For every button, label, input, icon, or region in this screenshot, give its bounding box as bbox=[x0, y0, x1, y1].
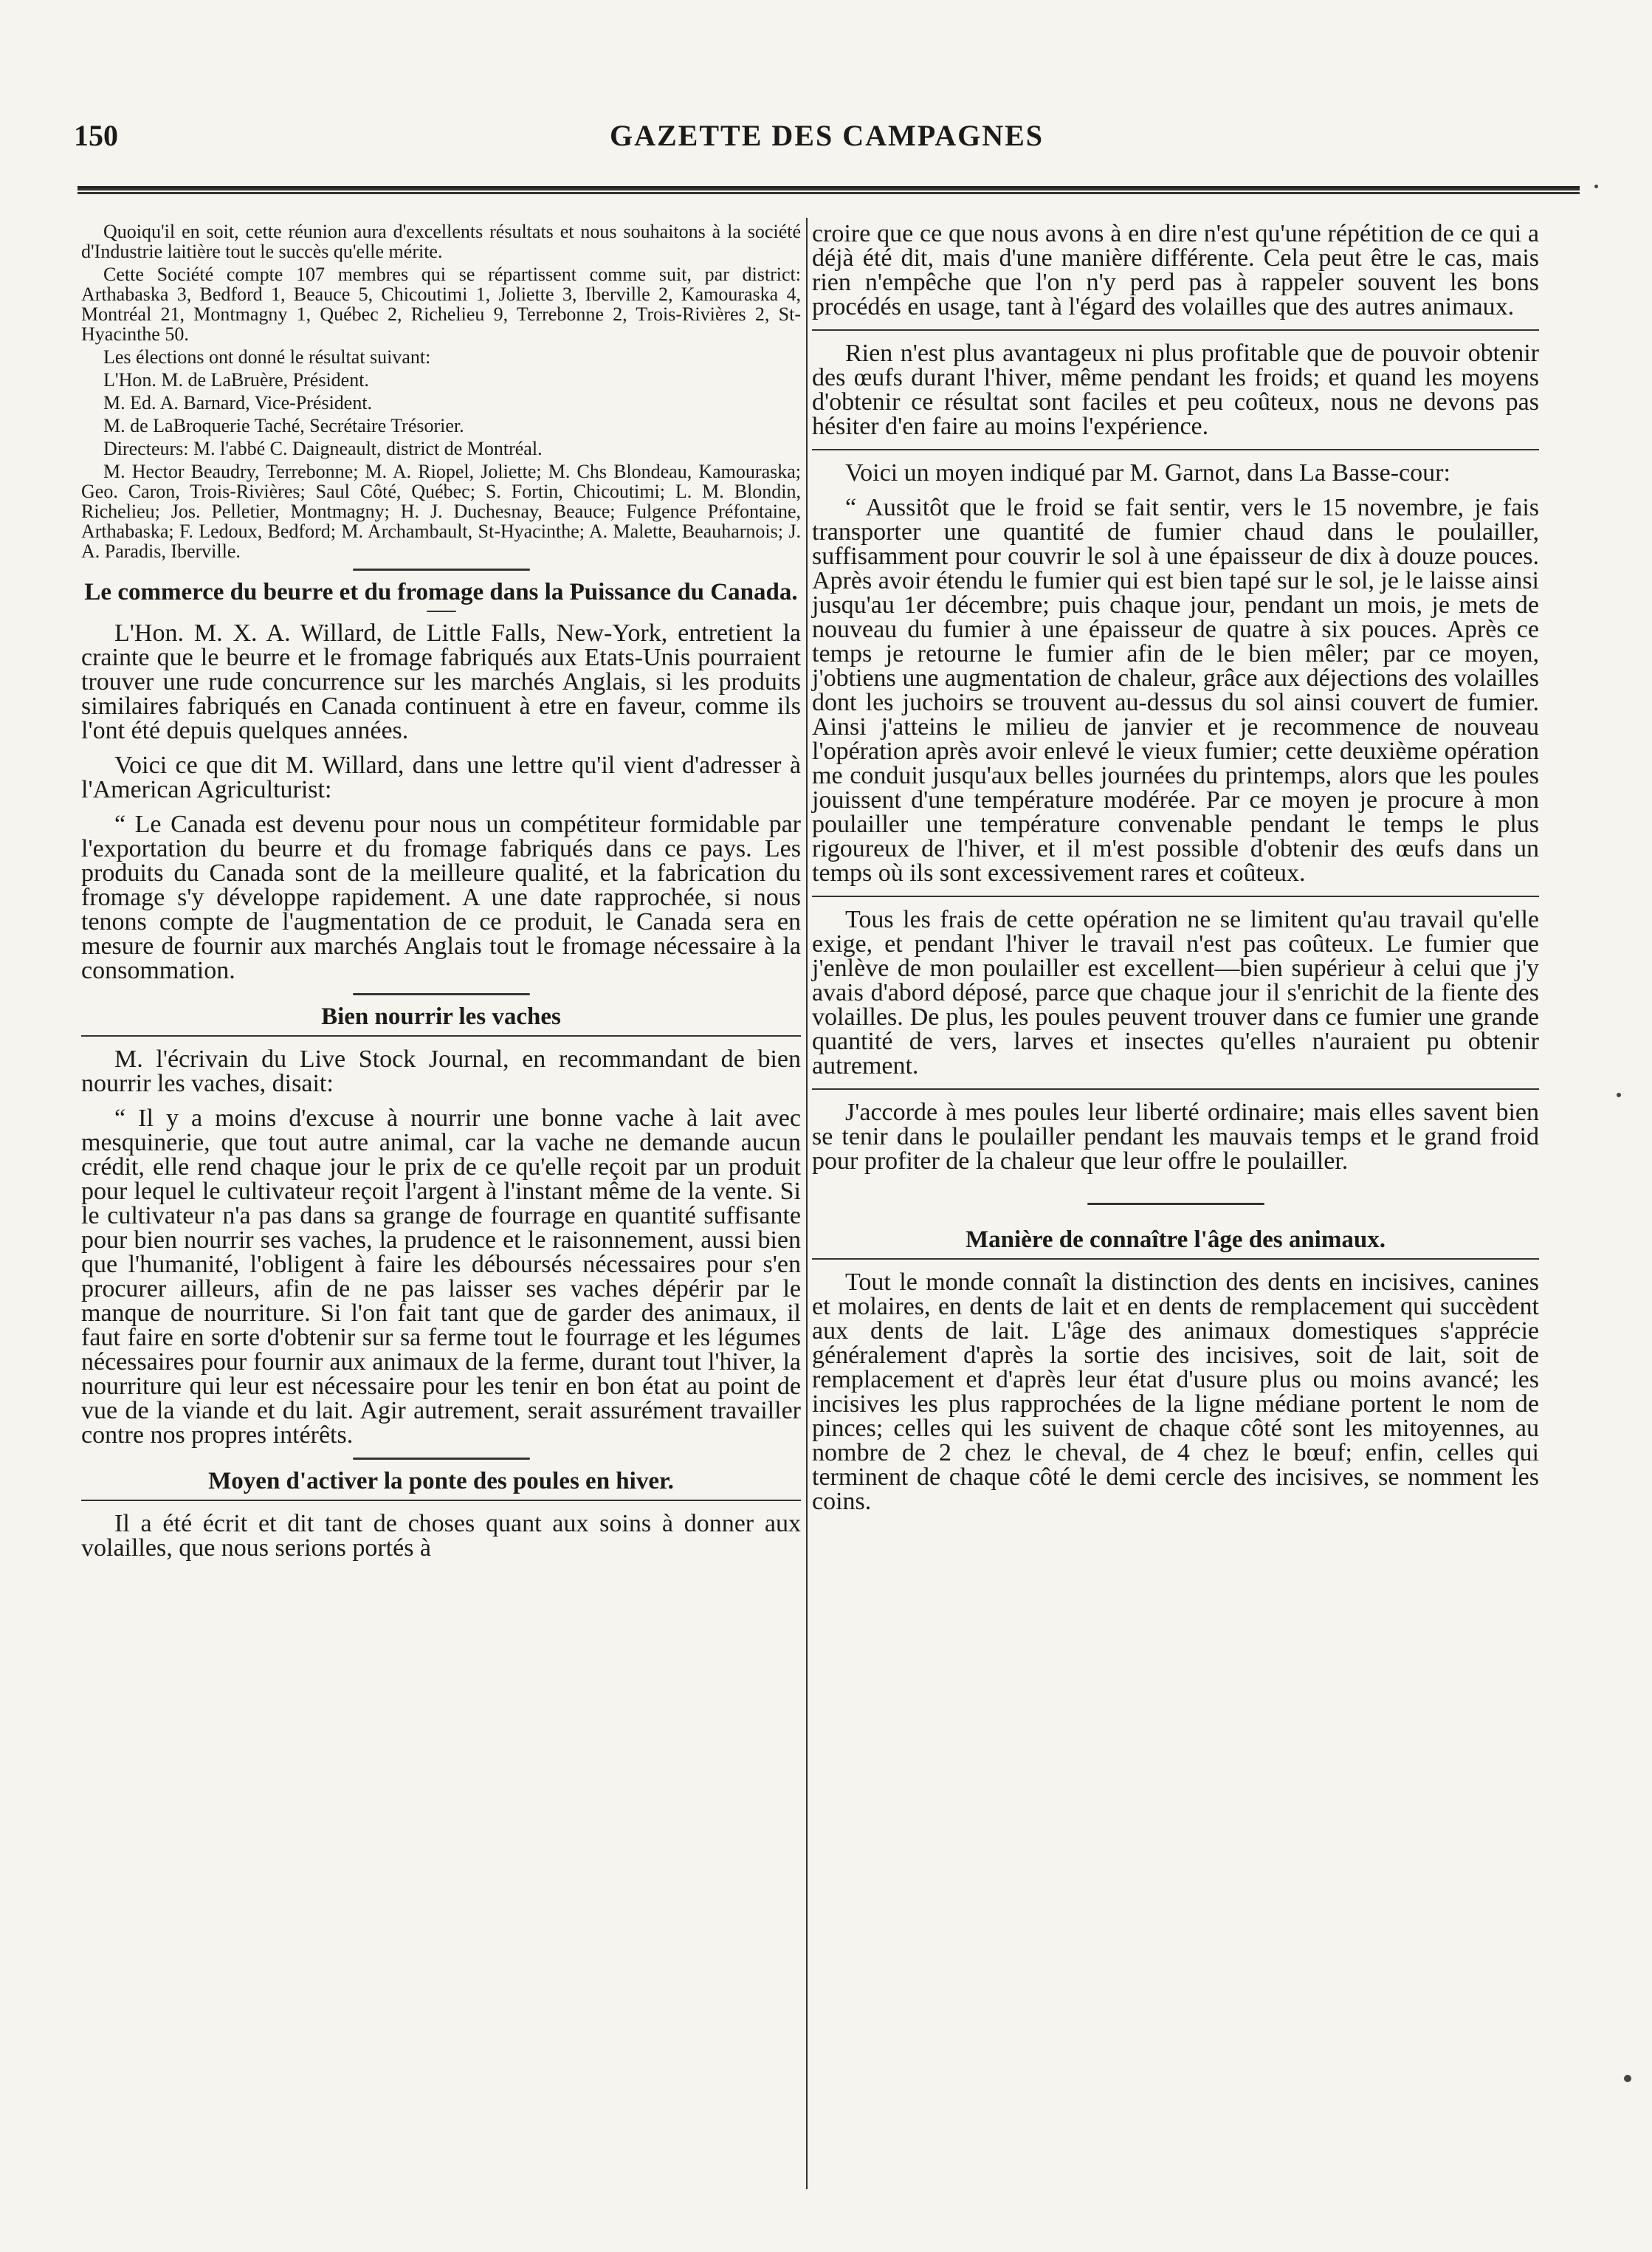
vaches-paragraph-2: “ Il y a moins d'excuse à nourrir une bonne vache à lait avec mesquinerie, que tout autre animal, car la vache ne demande aucun crédit, elle rend chaque jour le prix de ce qu'elle reçoit par un produit pour lequel le cultivateur reçoit l'argent à l'instant même de la vente. Si le cultivateur n'a pas dans sa grange de fourrage en quantité suffisante pour bien nourrir ses vaches, la prudence et le raisonnement, aussi bien que l'humanité, l'obligent à faire les déboursés nécessaires pour s'en procurer ailleurs, afin de ne pas laisser ses vaches dépérir par le manque de nourriture. Si l'on fait tant que de garder des animaux, il faut faire en sorte d'obtenir sur sa ferme tout le fourrage et les légumes nécessaires pour fournir aux animaux de la ferme, durant tout l'hiver, la nourriture qui leur est nécessaire pour les tenir en bon état au point de vue de la viande et du lait. Agir autrement, serait assurément travailler contre nos propres intérêts. bbox=[81, 1105, 801, 1449]
running-title: GAZETTE DES CAMPAGNES bbox=[609, 119, 1044, 152]
age-heading: Manière de connaître l'âge des animaux. bbox=[966, 1226, 1386, 1253]
society-directors-list: M. Hector Beaudry, Terrebonne; M. A. Riopel, Joliette; M. Chs Blondeau, Kamouraska; Geo. Caron, Trois-Rivières; Saul Côté, Québec; S. Fortin, Chicoutimi; L. M. Blondin, Richelieu; Jos. Pelletier, Montmagny; H. J. Duchesnay, Beauce; Fulgence Préfontaine, Arthabaska; F. Ledoux, Bedford; M. Archambault, St-Hyacinthe; A. Malette, Beauharnois; J. A. Paradis, Iberville. bbox=[81, 461, 801, 562]
page-header bbox=[74, 111, 1580, 162]
right-column bbox=[812, 222, 1539, 2215]
page-number: 150 bbox=[74, 119, 118, 152]
vaches-heading: Bien nourrir les vaches bbox=[321, 1003, 561, 1030]
paragraph-rule bbox=[812, 449, 1539, 450]
society-elections: Les élections ont donné le résultat suivant: bbox=[103, 346, 431, 368]
right-paragraph-5: Tous les frais de cette opération ne se limitent qu'au travail qu'elle exige, et pendant l'hiver le travail n'est pas coûteux. Le fumier que j'enlève de mon poulailler est excellent—bien supérieur à celui que j'y avais d'abord déposé, parce que chaque jour il s'enrichit de la fiente des volailles. De plus, les poules peuvent trouver dans ce fumier une grande quantité de vers, larves et insectes qu'elles n'auraient pu obtenir autrement. bbox=[812, 906, 1539, 1079]
heading-rule bbox=[81, 1500, 801, 1501]
right-paragraph-2: Rien n'est plus avantageux ni plus profitable que de pouvoir obtenir des œufs durant l'hiver, même pendant les froids; et quand les moyens d'obtenir ce résultat sont faciles et peu coûteux, nous ne devons pas hésiter d'en faire au moins l'expérience. bbox=[812, 340, 1539, 440]
scan-speck bbox=[1594, 185, 1598, 188]
heading-rule bbox=[81, 1035, 801, 1037]
scan-speck bbox=[1617, 1093, 1621, 1097]
right-paragraph-1: croire que ce que nous avons à en dire n'est qu'une répétition de ce qui a déjà été dit, mais d'une manière différente. Cela peut être le cas, mais rien n'empêche que l'on n'y perd pas à rappeler souvent les bons procédés en usage, tant à l'égard des volailles que des autres animaux. bbox=[812, 220, 1539, 320]
section-separator bbox=[353, 569, 530, 571]
commerce-paragraph-2: Voici ce que dit M. Willard, dans une lettre qu'il vient d'adresser à l'American Agriculturist: bbox=[81, 752, 801, 803]
officer-president: L'Hon. M. de LaBruère, Président. bbox=[103, 369, 369, 391]
heading-dash bbox=[427, 611, 456, 612]
left-column bbox=[81, 222, 801, 2215]
heading-rule bbox=[812, 1258, 1539, 1260]
right-paragraph-3: Voici un moyen indiqué par M. Garnot, dans La Basse-cour: bbox=[845, 459, 1450, 487]
right-paragraph-4: “ Aussitôt que le froid se fait sentir, vers le 15 novembre, je fais transporter une quantité de fumier chaud dans le poulailler, suffisamment pour couvrir le sol à une épaisseur de dix à douze pouces. Après avoir étendu le fumier qui est bien tapé sur le sol, je le laisse ainsi jusqu'au 1er décembre; puis chaque jour, pendant un mois, je mets de nouveau du fumier à une épaisseur de quatre à six pouces. Après ce temps je retourne le fumier afin de le bien mêler; par ce moyen, j'obtiens une augmentation de chaleur, grâce aux déjections des volailles dont les juchoirs se trouvent au-dessus du sol ainsi couvert de fumier. Ainsi j'atteins le milieu de janvier et je recommence de nouveau l'opération après avoir enlevé le vieux fumier; cette deuxième opération me conduit jusqu'aux belles journées du printemps, alors que les poules jouissent d'une température modérée. Par ce moyen je procure à mon poulailler une température convenable pendant le temps le plus rigoureux de l'hiver, et il m'est possible d'obtenir des œufs dans un temps où ils sont excessivement rares et coûteux. bbox=[812, 494, 1539, 887]
commerce-paragraph-1: L'Hon. M. X. A. Willard, de Little Falls, New-York, entretient la crainte que le beurre et le fromage fabriqués aux Etats-Unis pourraient trouver une rude concurrence sur les marchés Anglais, si les produits similaires fabriqués en Canada continuent à etre en faveur, comme ils l'ont été depuis quelques années. bbox=[81, 619, 801, 744]
society-members: Cette Société compte 107 membres qui se répartissent comme suit, par district: Arthabaska 3, Bedford 1, Beauce 5, Chicoutimi 1, Joliette 3, Iberville 2, Kamouraska 4, Montréal 21, Montmagny 1, Québec 2, Richelieu 9, Terrebonne 2, Trois-Rivières 2, St-Hyacinthe 50. bbox=[81, 264, 801, 345]
vaches-paragraph-1: M. l'écrivain du Live Stock Journal, en recommandant de bien nourrir les vaches, disait: bbox=[81, 1046, 801, 1097]
society-intro: Quoiqu'il en soit, cette réunion aura d'excellents résultats et nous souhaitons à la société d'Industrie laitière tout le succès qu'elle mérite. bbox=[81, 221, 801, 262]
column-divider bbox=[806, 218, 808, 2189]
right-paragraph-6: J'accorde à mes poules leur liberté ordinaire; mais elles savent bien se tenir dans le poulailler pendant les mauvais temps et le grand froid pour profiter de la chaleur que leur offre le poulailler. bbox=[812, 1099, 1539, 1175]
paragraph-rule bbox=[812, 329, 1539, 331]
ponte-heading: Moyen d'activer la ponte des poules en hiver. bbox=[208, 1468, 674, 1494]
commerce-paragraph-3: “ Le Canada est devenu pour nous un compétiteur formidable par l'exportation du beurre et du fromage fabriqués dans ce pays. Les produits du Canada sont de la meilleure qualité, et la fabrication du fromage s'y développe rapidement. A une date rapprochée, si nous tenons compte de l'augmentation de ce produit, le Canada sera en mesure de fournir aux marchés Anglais tout le fromage nécessaire à la consommation. bbox=[81, 811, 801, 984]
section-separator bbox=[353, 993, 530, 995]
age-paragraph-1: Tout le monde connaît la distinction des dents en incisives, canines et molaires, en dents de lait et en dents de remplacement qui succèdent aux dents de lait. L'âge des animaux domestiques s'apprécie généralement d'après la sortie des incisives, soit de lait, soit de remplacement et d'après leur état d'usure plus ou moins avancé; les incisives les plus rapprochées de la ligne médiane portent le nom de pinces; celles qui les suivent de chaque côté sont les mitoyennes, au nombre de 2 chez le cheval, de 4 chez le bœuf; enfin, celles qui terminent de chaque côté le demi cercle des incisives, se nomment les coins. bbox=[812, 1269, 1539, 1515]
paragraph-rule bbox=[812, 896, 1539, 897]
commerce-heading: Le commerce du beurre et du fromage dans la Puissance du Canada. bbox=[84, 579, 798, 605]
section-separator bbox=[353, 1458, 530, 1460]
section-separator bbox=[1087, 1203, 1264, 1205]
scan-speck bbox=[1624, 2075, 1631, 2082]
officer-vice-president: M. Ed. A. Barnard, Vice-Président. bbox=[103, 392, 373, 413]
header-rule bbox=[78, 186, 1580, 194]
officer-secretary: M. de LaBroquerie Taché, Secrétaire Trésorier. bbox=[103, 415, 464, 436]
paragraph-rule bbox=[812, 1088, 1539, 1090]
ponte-paragraph-1: Il a été écrit et dit tant de choses quant aux soins à donner aux volailles, que nous serions portés à bbox=[81, 1510, 801, 1562]
officer-directors: Directeurs: M. l'abbé C. Daigneault, district de Montréal. bbox=[103, 438, 543, 459]
